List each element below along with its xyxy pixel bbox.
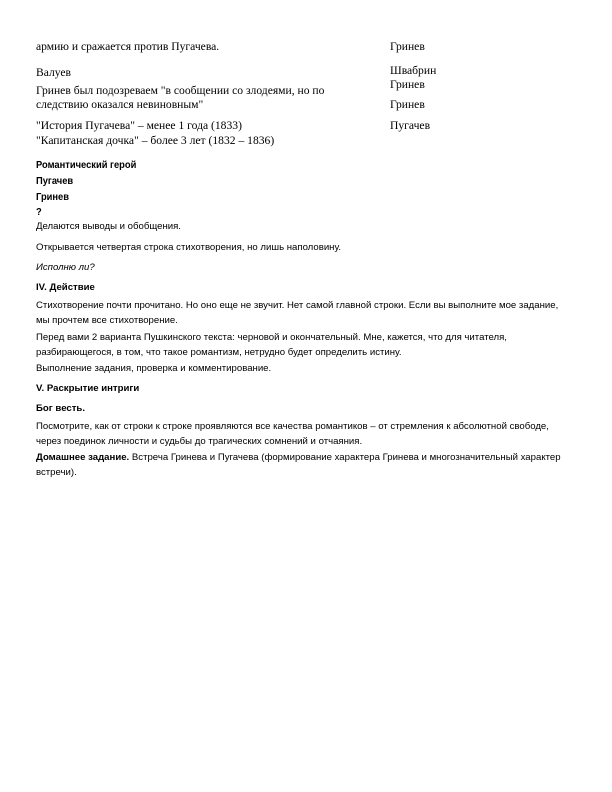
- paragraph-verse-line: Исполню ли?: [36, 262, 95, 273]
- subheading-god-knows: Бог весть.: [36, 403, 85, 414]
- table-row-1-left: армию и сражается против Пугачева.: [36, 40, 220, 53]
- paragraph-homework: [36, 450, 566, 480]
- table-row-2-left: Валуев: [36, 66, 72, 79]
- table-row-4-right: Гринев: [390, 98, 425, 111]
- homework-label: Домашнее задание.: [36, 452, 130, 463]
- romantic-name-grinev: Гринев: [36, 192, 70, 203]
- table-row-2-right: Швабрин: [390, 64, 437, 77]
- table-row-3-left: Гринев был подозреваем "в сообщении со злодеями, но по: [36, 84, 325, 97]
- paragraph-romantics-qualities: Посмотрите, как от строки к строке проявляются все качества романтиков – от стремления к абсолютной свободе, через поединок личности и судьбы до трагических сомнений и отчаяния.: [36, 421, 549, 447]
- romantic-hero-heading: Романтический герой: [36, 160, 137, 171]
- question-mark: ?: [36, 207, 42, 218]
- paragraph-poem-almost-read: Стихотворение почти прочитано. Но оно еще не звучит. Нет самой главной строки. Если вы выполните мое задание, мы прочтем все стихотворение.: [36, 300, 559, 326]
- table-row-3-right: Гринев: [390, 78, 425, 91]
- table-row-4-left: следствию оказался невиновным": [36, 98, 204, 111]
- romantic-name-pugachev: Пугачев: [36, 176, 74, 187]
- section-heading-intrigue: V. Раскрытие интриги: [36, 383, 140, 394]
- homework-text: Встреча Гринева и Пугачева (формирование характера Гринева и многозначительный характер встречи).: [36, 452, 561, 478]
- table-row-5-right: Пугачев: [390, 119, 431, 132]
- paragraph-conclusions: Делаются выводы и обобщения.: [36, 221, 181, 232]
- table-row-6-left: "Капитанская дочка" – более 3 лет (1832 – 1836): [36, 134, 275, 147]
- table-row-5-left: "История Пугачева" – менее 1 года (1833): [36, 119, 242, 132]
- paragraph-fourth-line: Открывается четвертая строка стихотворения, но лишь наполовину.: [36, 242, 341, 253]
- table-row-1-right: Гринев: [390, 40, 425, 53]
- paragraph-task-check: Выполнение задания, проверка и комментирование.: [36, 363, 272, 374]
- paragraph-two-variants: Перед вами 2 варианта Пушкинского текста: черновой и окончательный. Мне, кажется, что для читателя, разбирающегося, в том, что такое романтизм, нетрудно будет определить истину.: [36, 332, 507, 358]
- section-heading-action: IV. Действие: [36, 282, 95, 293]
